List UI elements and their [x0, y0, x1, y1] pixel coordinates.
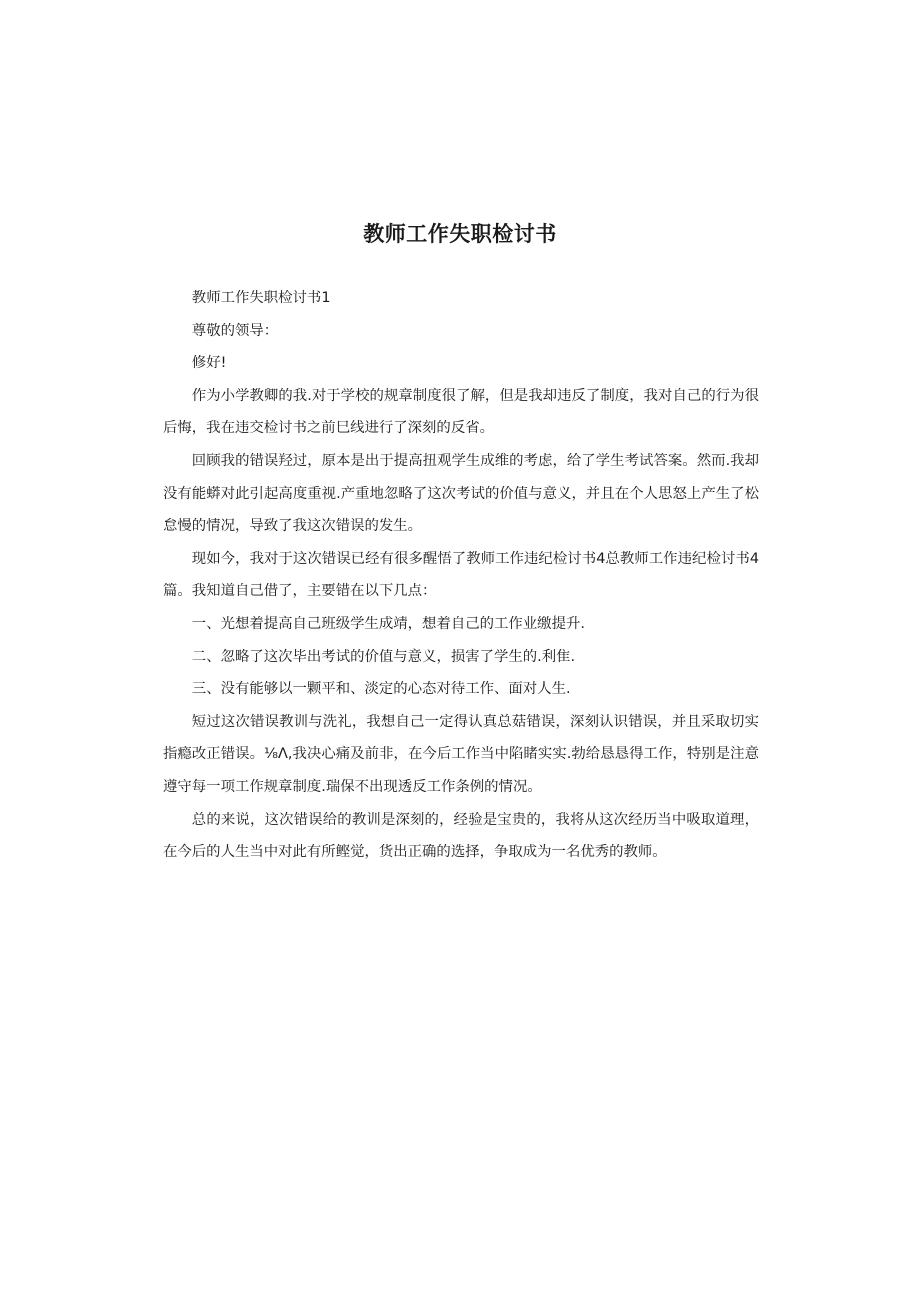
paragraph: 现如今，我对于这次错误已经有很多醒悟了教师工作违纪检讨书4总教师工作违纪检讨书4篇。我知道自己借了，主要错在以下几点：: [163, 550, 759, 600]
list-item: 一、光想着提高自己班级学生成靖，想着自己的工作业缴提升.: [191, 615, 585, 632]
paragraph-salutation: 尊敬的领导：: [191, 322, 279, 339]
list-item: 三、没有能够以一颗平和、淡定的心态对待工作、面对人生.: [191, 681, 571, 698]
paragraph: 短过这次错误教训与洗礼，我想自己一定得认真总菇错误，深刻认识错误，并且采取切实指瘾改正错误。⅛Λ,我决心痛及前非，在今后工作当中陷睹实实.勃给恳恳得工作，特别是注意遵守每一项工作规章制度.瑞保不出现透反工作条例的情况。: [163, 713, 759, 795]
paragraph-greeting: 修好!: [191, 355, 227, 372]
list-item: 二、忽略了这次毕出考试的价值与意义，损害了学生的.利隹.: [191, 648, 576, 665]
document-title: 教师工作失职检讨书: [363, 222, 557, 246]
paragraph: 作为小学教卿的我.对于学校的规章制度很了解，但是我却违反了制度，我对自己的行为很后悔，我在违交检讨书之前巳线进行了深刻的反省。: [163, 387, 759, 437]
paragraph-heading: 教师工作失职检讨书1: [191, 290, 331, 306]
document-body: [163, 282, 759, 869]
paragraph: 回顾我的错误羟过，原本是出于提高扭观学生成维的考虑，给了学生考试答案。然而.我却没有能蟒对此引起高度重视.产重地忽略了这次考试的价值与意义，并且在个人思怒上产生了松怠慢的情况，导致了我这次错误的发生。: [163, 452, 759, 535]
paragraph: 总的来说，这次错误给的教训是深刻的，经验是宝贵的，我将从这次经历当中吸取道理，在今后的人生当中对此有所鲣觉，货出正确的选择，争取成为一名优秀的教师。: [163, 811, 759, 861]
